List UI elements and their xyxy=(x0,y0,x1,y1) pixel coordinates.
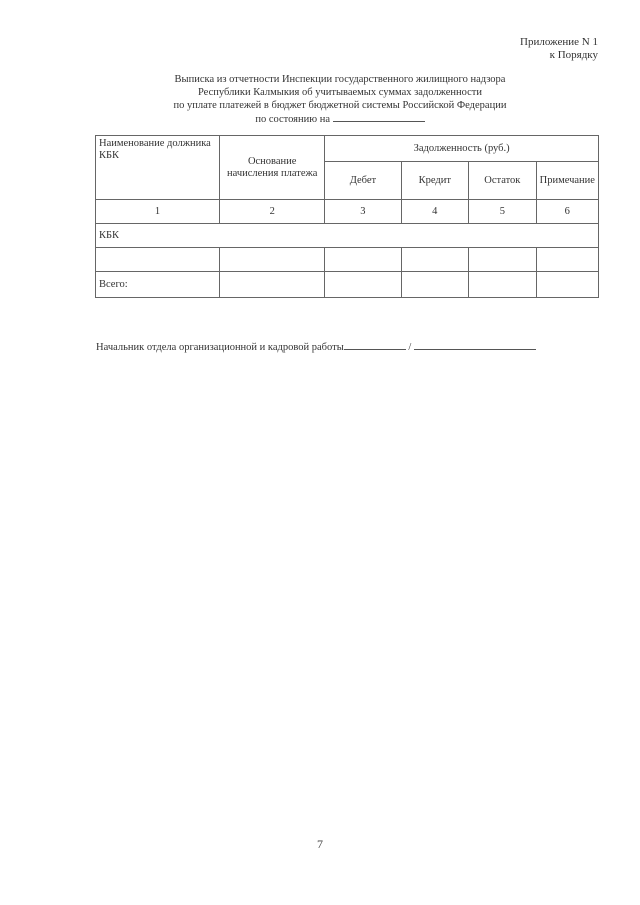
total-label: Всего: xyxy=(96,272,220,298)
table-cell xyxy=(96,248,220,272)
document-title xyxy=(150,73,530,126)
title-line-3: по уплате платежей в бюджет бюджетной системы Российской Федерации xyxy=(173,100,507,111)
header-basis: Основание начисления платежа xyxy=(220,136,325,200)
signature-blank xyxy=(344,340,406,350)
kbk-row xyxy=(96,224,599,248)
column-number: 2 xyxy=(220,200,325,224)
table-cell xyxy=(220,248,325,272)
signature-label: Начальник отдела организационной и кадровой работы xyxy=(96,342,344,353)
table-cell xyxy=(325,248,401,272)
table-cell xyxy=(469,272,537,298)
as-of-label: по состоянию на xyxy=(255,114,331,125)
column-number: 4 xyxy=(401,200,469,224)
annex-reference xyxy=(520,36,598,62)
annex-number: Приложение N 1 xyxy=(520,36,598,48)
column-number: 5 xyxy=(469,200,537,224)
table-cell xyxy=(469,248,537,272)
empty-data-row xyxy=(96,248,599,272)
total-row xyxy=(96,272,599,298)
header-row-1 xyxy=(96,136,599,162)
page-number: 7 xyxy=(317,837,323,851)
title-line-1: Выписка из отчетности Инспекции государственного жилищного надзора xyxy=(174,74,506,85)
column-numbers-row xyxy=(96,200,599,224)
table-cell xyxy=(325,272,401,298)
header-debtor: Наименование должника КБК xyxy=(96,136,220,200)
column-number: 6 xyxy=(536,200,598,224)
column-number: 1 xyxy=(96,200,220,224)
table-cell xyxy=(536,248,598,272)
title-line-4 xyxy=(150,112,530,126)
table-cell xyxy=(220,272,325,298)
annex-order: к Порядку xyxy=(549,49,598,61)
name-blank xyxy=(414,340,536,350)
header-balance: Остаток xyxy=(469,162,537,200)
signature-line xyxy=(96,340,536,353)
header-debit: Дебет xyxy=(325,162,401,200)
debt-report-table xyxy=(95,135,599,298)
column-number: 3 xyxy=(325,200,401,224)
table-cell xyxy=(401,272,469,298)
title-line-2: Республики Калмыкия об учитываемых суммах задолженности xyxy=(197,87,483,98)
table-cell xyxy=(536,272,598,298)
as-of-date-blank xyxy=(333,112,425,122)
signature-separator: / xyxy=(408,342,412,353)
header-debt: Задолженность (руб.) xyxy=(325,136,599,162)
header-note: Примечание xyxy=(536,162,598,200)
kbk-label: КБК xyxy=(96,224,599,248)
table-cell xyxy=(401,248,469,272)
header-credit: Кредит xyxy=(401,162,469,200)
